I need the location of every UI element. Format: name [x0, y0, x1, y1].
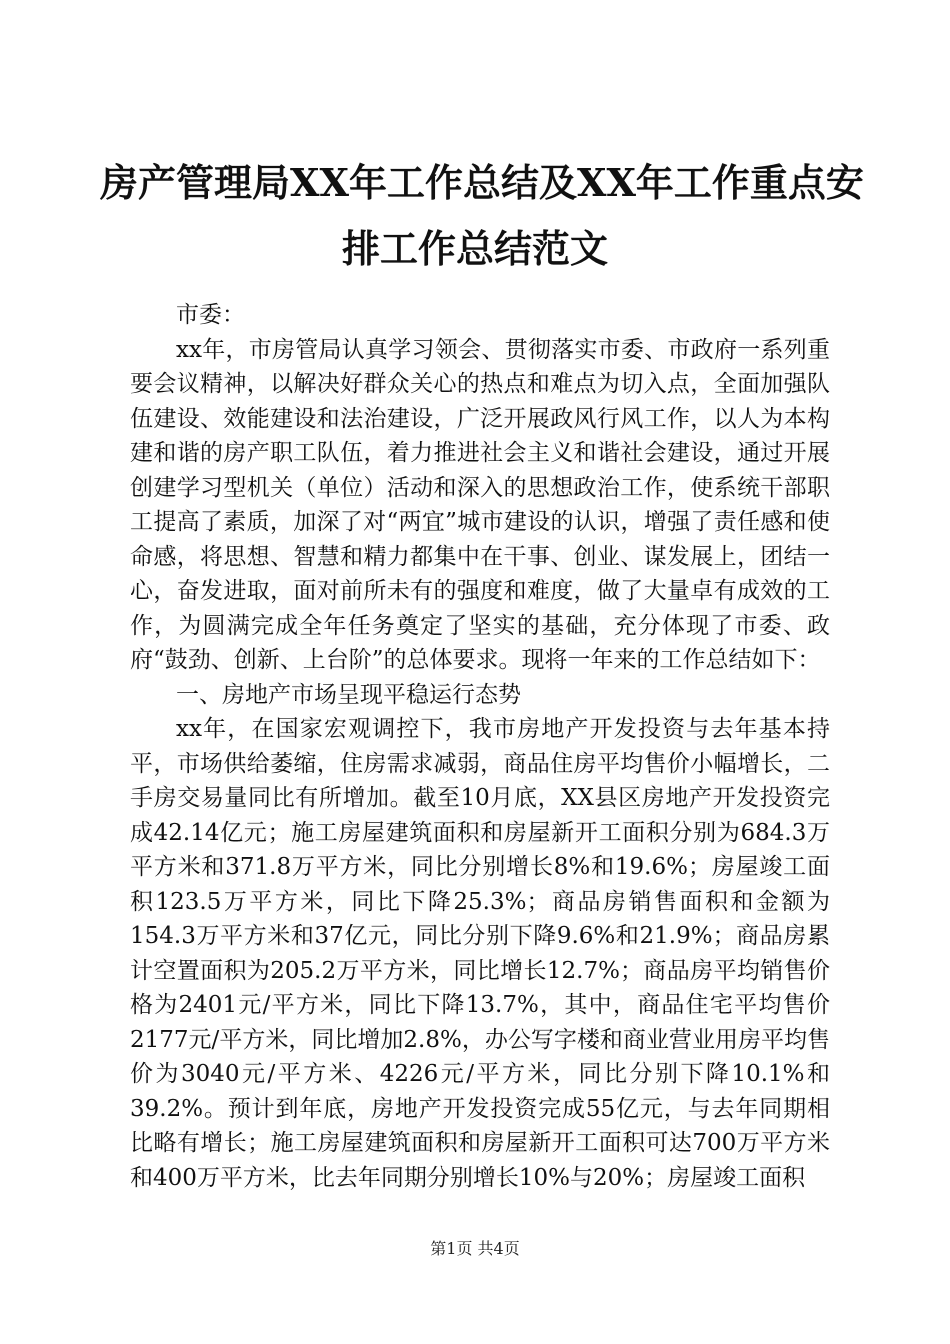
title-line-2: 排工作总结范文	[341, 226, 608, 271]
section-heading: 一、房地产市场呈现平稳运行态势	[176, 681, 521, 708]
title-line-1: 房产管理局XX年工作总结及XX年工作重点安	[100, 160, 864, 205]
page-footer: 第1页 共4页	[430, 1239, 520, 1258]
document-body	[130, 298, 830, 1195]
paragraph-market: xx年，在国家宏观调控下，我市房地产开发投资与去年基本持平，市场供给萎缩，住房需求减弱，商品住房平均售价小幅增长，二手房交易量同比有所增加。截至10月底，XX县区房地产开发投资完成42.14亿元；施工房屋建筑面积和房屋新开工面积分别为684.3万平方米和371.8万平方米，同比分别增长8%和19.6%；房屋竣工面积123.5万平方米，同比下降25.3%；商品房销售面积和金额为154.3万平方米和37亿元，同比分别下降9.6%和21.9%；商品房累计空置面积为205.2万平方米，同比增长12.7%；商品房平均销售价格为2401元/平方米，同比下降13.7%，其中，商品住宅平均售价2177元/平方米，同比增加2.8%，办公写字楼和商业营业用房平均售价为3040元/平方米、4226元/平方米，同比分别下降10.1%和39.2%。预计到年底，房地产开发投资完成55亿元，与去年同期相比略有增长；施工房屋建筑面积和房屋新开工面积可达700万平方米和400万平方米，比去年同期分别增长10%与20%；房屋竣工面积	[130, 716, 830, 1191]
salutation: 市委：	[176, 302, 245, 328]
document-title	[100, 150, 864, 282]
paragraph-intro: xx年，市房管局认真学习领会、贯彻落实市委、市政府一系列重要会议精神，以解决好群众关心的热点和难点为切入点，全面加强队伍建设、效能建设和法治建设，广泛开展政风行风工作，以人为本构建和谐的房产职工队伍，着力推进社会主义和谐社会建设，通过开展创建学习型机关（单位）活动和深入的思想政治工作，使系统干部职工提高了素质，加深了对“两宜”城市建设的认识，增强了责任感和使命感，将思想、智慧和精力都集中在干事、创业、谋发展上，团结一心，奋发进取，面对前所未有的强度和难度，做了大量卓有成效的工作，为圆满完成全年任务奠定了坚实的基础，充分体现了市委、政府“鼓劲、创新、上台阶”的总体要求。现将一年来的工作总结如下：	[130, 336, 830, 673]
